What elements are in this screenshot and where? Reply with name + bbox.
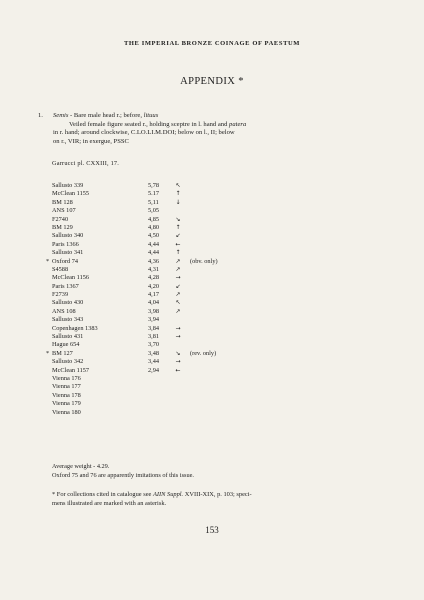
specimen-weight: 4,85 [148, 215, 160, 223]
specimen-collection: ANS 108 [52, 307, 76, 315]
specimen-row [52, 283, 292, 291]
die-axis-icon: → [175, 324, 181, 332]
die-axis-icon: ↙ [175, 232, 181, 240]
specimen-weight: 4,04 [148, 299, 160, 307]
specimen-collection: Vienna 179 [52, 400, 81, 408]
specimen-note: (rev. only) [190, 349, 217, 357]
specimen-note: (obv. only) [190, 257, 218, 265]
specimen-weight: 4,44 [148, 249, 160, 257]
specimen-row [52, 375, 292, 383]
specimen-collection: Oxford 74 [52, 257, 79, 265]
specimen-collection: McClean 1157 [52, 366, 90, 374]
specimen-row [52, 232, 292, 240]
specimen-collection: Sallusto 339 [52, 182, 84, 189]
entry-description [53, 112, 398, 146]
reverse-text-1: Veiled female figure seated r., holding sceptre in l. hand and [69, 120, 230, 128]
specimen-collection: Paris 1366 [52, 240, 79, 248]
specimen-row [52, 392, 292, 400]
specimen-collection: McClean 1156 [52, 274, 90, 282]
specimen-row [52, 266, 292, 274]
specimen-illustrated-marker: * [46, 349, 50, 357]
die-axis-icon: ↖ [175, 182, 181, 189]
specimen-row [52, 383, 292, 391]
specimen-collection: ANS 107 [52, 207, 76, 215]
specimen-weight: 4,44 [148, 240, 160, 248]
die-axis-icon: → [175, 333, 181, 341]
running-head: THE IMPERIAL BRONZE COINAGE OF PAESTUM [123, 40, 301, 47]
specimen-row [52, 316, 292, 324]
footnote-text-b: XVIII-XIX, p. 103; speci- [183, 491, 252, 498]
specimen-collection: Sallusto 430 [52, 299, 84, 307]
specimen-row [52, 299, 292, 307]
specimen-row [52, 224, 292, 232]
specimen-row [52, 274, 292, 282]
die-axis-icon: ↙ [175, 282, 181, 290]
die-axis-icon: → [175, 358, 181, 366]
specimen-weight: 4,17 [148, 291, 160, 299]
specimen-collection: Copenhagen 1383 [52, 324, 98, 332]
specimen-collection: Sallusto 341 [52, 249, 84, 257]
catalogue-entry [38, 112, 398, 146]
specimen-row [52, 308, 292, 316]
obverse-line [53, 112, 398, 121]
specimen-weight: 3,48 [148, 349, 160, 357]
die-axis-icon: ↘ [175, 349, 181, 357]
die-axis-icon: ↑ [175, 190, 181, 198]
specimen-collection: Vienna 177 [52, 383, 81, 391]
entry-number: 1. [38, 112, 43, 119]
die-axis-icon: ↑ [175, 223, 181, 231]
specimen-weight: 3,44 [148, 358, 160, 366]
specimen-collection: Hague 654 [52, 341, 80, 349]
specimen-illustrated-marker: * [46, 257, 50, 265]
specimen-row [52, 199, 292, 207]
footnote-text-a: * For collections cited in catalogue see [52, 491, 153, 498]
specimen-collection: Vienna 178 [52, 391, 81, 399]
specimen-row [52, 325, 292, 333]
obverse-italic: lituus [143, 112, 159, 119]
specimen-collection: BM 128 [52, 198, 73, 206]
specimen-row [52, 341, 292, 349]
specimen-collection: S4588 [52, 265, 69, 273]
specimen-row [52, 367, 292, 375]
specimen-weight: 5.17 [148, 190, 160, 198]
specimen-row [52, 241, 292, 249]
die-axis-icon: ↗ [175, 291, 181, 299]
die-axis-icon: ↘ [175, 215, 181, 223]
specimen-collection: Paris 1367 [52, 282, 79, 290]
specimen-collection: Vienna 180 [52, 408, 81, 416]
specimen-row [52, 216, 292, 224]
specimen-weight: 5,78 [148, 182, 160, 189]
appendix-title: APPENDIX * [180, 76, 244, 87]
die-axis-icon: ↖ [175, 299, 181, 307]
specimen-row [52, 207, 292, 215]
specimen-collection: F2739 [52, 291, 69, 299]
specimen-collection: Sallusto 342 [52, 358, 84, 366]
specimen-collection: BM 127 [52, 349, 73, 357]
reverse-line-1 [53, 121, 398, 130]
specimen-weight: 2,94 [148, 366, 160, 374]
specimen-row [52, 400, 292, 408]
die-axis-icon: → [175, 274, 181, 282]
specimen-weight: 5,05 [148, 207, 160, 215]
specimen-row [52, 291, 292, 299]
specimen-collection: Sallusto 343 [52, 316, 84, 324]
specimen-weight: 4,31 [148, 265, 160, 273]
summary-notes [52, 462, 194, 480]
specimen-weight: 3,81 [148, 333, 160, 341]
specimen-weight: 4,20 [148, 282, 160, 290]
specimen-weight: 4,80 [148, 223, 160, 231]
specimen-row [46, 349, 292, 358]
imitation-note: Oxford 75 and 76 are apparently imitations of this issue. [52, 472, 194, 479]
specimen-weight: 4,36 [148, 257, 160, 265]
die-axis-icon: ↗ [175, 307, 181, 315]
footnote-text-c: mens illustrated are marked with an asterisk. [52, 500, 167, 507]
specimen-collection: Sallusto 431 [52, 333, 84, 341]
die-axis-icon: ↑ [175, 249, 181, 257]
die-axis-icon: ↗ [175, 265, 181, 273]
die-axis-icon: ← [175, 240, 181, 248]
specimen-row [46, 257, 292, 266]
footnote-italic: AIIN Suppl. [152, 491, 184, 498]
specimen-weight: 4,28 [148, 274, 160, 282]
specimen-row [52, 409, 292, 417]
specimen-weight: 5,11 [148, 198, 159, 206]
die-axis-icon: ↗ [175, 257, 181, 265]
specimen-collection: Sallusto 340 [52, 232, 84, 240]
specimen-row [52, 333, 292, 341]
obverse-text: - Bare male head r.; before, [68, 112, 144, 119]
specimen-collection: McClean 1155 [52, 190, 90, 198]
page-number: 153 [205, 525, 219, 535]
reverse-line-3: on r., VIR; in exergue, PSSC [53, 137, 129, 145]
specimen-weight: 3,94 [148, 316, 160, 324]
specimen-weight: 3,84 [148, 324, 160, 332]
specimen-weight: 3,70 [148, 341, 160, 349]
specimen-weight: 3,98 [148, 307, 160, 315]
specimen-collection: F2740 [52, 215, 69, 223]
specimen-collection: BM 129 [52, 223, 73, 231]
reverse-italic: patera [229, 120, 247, 128]
specimen-row [52, 190, 292, 198]
reverse-line-2: in r. hand; around clockwise, C.LO.LI.M.DOI; below on l., II; below [53, 129, 235, 136]
die-axis-icon: ↓ [175, 198, 181, 206]
specimen-row [52, 358, 292, 366]
denomination: Semis [53, 112, 69, 119]
specimen-row [52, 182, 292, 190]
average-weight: Average weight - 4.29. [52, 463, 110, 470]
specimen-weight: 4,50 [148, 232, 160, 240]
die-axis-icon: ← [175, 366, 181, 374]
specimen-collection: Vienna 176 [52, 374, 81, 382]
footnote [52, 490, 372, 508]
specimen-row [52, 249, 292, 257]
specimen-list [46, 182, 292, 417]
reference-citation: Garrucci pl. CXXIII, 17. [52, 160, 120, 167]
